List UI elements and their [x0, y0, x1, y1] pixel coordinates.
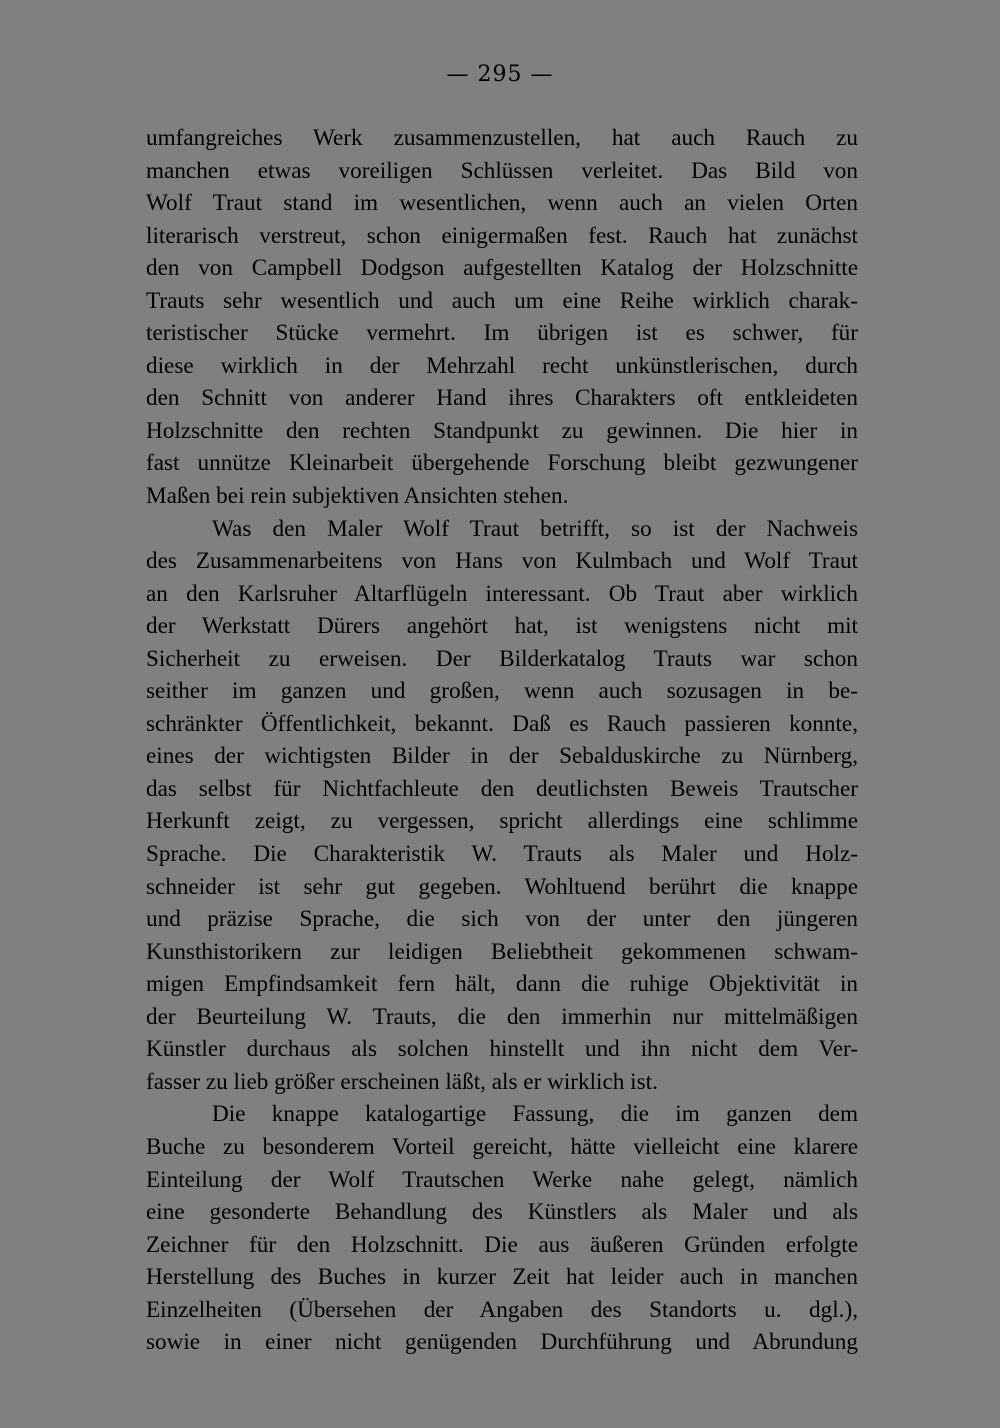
text-line: sowie in einer nicht genügenden Durchführung und Abrundung — [146, 1329, 858, 1356]
text-line: und präzise Sprache, die sich von der unter den jüngeren — [146, 906, 858, 933]
text-line: Kunsthistorikern zur leidigen Beliebtheit gekommenen schwam- — [146, 938, 858, 965]
paragraph — [146, 122, 858, 513]
text-line: migen Empfindsamkeit fern hält, dann die ruhige Objektivität in — [146, 971, 858, 998]
body-text — [146, 122, 858, 1359]
text-line: an den Karlsruher Altarflügeln interessant. Ob Traut aber wirklich — [146, 580, 858, 607]
text-line: der Werkstatt Dürers angehört hat, ist wenigstens nicht mit — [146, 613, 858, 640]
text-line: manchen etwas voreiligen Schlüssen verleitet. Das Bild von — [146, 157, 858, 184]
text-line: Herkunft zeigt, zu vergessen, spricht allerdings eine schlimme — [146, 808, 858, 835]
text-line: eines der wichtigsten Bilder in der Sebalduskirche zu Nürnberg, — [146, 743, 858, 770]
text-line: den Schnitt von anderer Hand ihres Charakters oft entkleideten — [146, 385, 858, 412]
text-line: Buche zu besonderem Vorteil gereicht, hätte vielleicht eine klarere — [146, 1133, 858, 1160]
text-line: Herstellung des Buches in kurzer Zeit hat leider auch in manchen — [146, 1264, 858, 1291]
text-line: Trauts sehr wesentlich und auch um eine Reihe wirklich charak- — [146, 287, 858, 314]
text-line: Wolf Traut stand im wesentlichen, wenn auch an vielen Orten — [146, 190, 858, 217]
text-line: Holzschnitte den rechten Standpunkt zu gewinnen. Die hier in — [146, 417, 858, 444]
text-line: des Zusammenarbeitens von Hans von Kulmbach und Wolf Traut — [146, 548, 858, 575]
text-line: fasser zu lieb größer erscheinen läßt, als er wirklich ist. — [146, 1068, 658, 1095]
text-line: Einteilung der Wolf Trautschen Werke nahe gelegt, nämlich — [146, 1166, 858, 1193]
page-number: — 295 — — [446, 62, 554, 87]
text-line: Einzelheiten (Übersehen der Angaben des Standorts u. dgl.), — [146, 1296, 858, 1323]
text-line: Sprache. Die Charakteristik W. Trauts als Maler und Holz- — [146, 841, 858, 868]
text-line: literarisch verstreut, schon einigermaßen fest. Rauch hat zunächst — [146, 222, 858, 249]
paragraph — [146, 513, 858, 1099]
text-line: Künstler durchaus als solchen hinstellt und ihn nicht dem Ver- — [146, 1036, 858, 1063]
text-line: Zeichner für den Holzschnitt. Die aus äußeren Gründen erfolgte — [146, 1231, 858, 1258]
paragraph — [146, 1098, 858, 1358]
text-line: der Beurteilung W. Trauts, die den immerhin nur mittelmäßigen — [146, 1003, 858, 1030]
text-line: den von Campbell Dodgson aufgestellten Katalog der Holzschnitte — [146, 255, 858, 282]
text-line: Was den Maler Wolf Traut betrifft, so ist der Nachweis — [212, 515, 858, 542]
text-line: seither im ganzen und großen, wenn auch sozusagen in be- — [146, 678, 858, 705]
text-line: Maßen bei rein subjektiven Ansichten stehen. — [146, 483, 569, 510]
text-line: umfangreiches Werk zusammenzustellen, hat auch Rauch zu — [146, 125, 858, 151]
text-line: schneider ist sehr gut gegeben. Wohltuend berührt die knappe — [146, 873, 858, 900]
text-line: teristischer Stücke vermehrt. Im übrigen ist es schwer, für — [146, 320, 858, 347]
text-line: diese wirklich in der Mehrzahl recht unkünstlerischen, durch — [146, 352, 858, 379]
text-line: schränkter Öffentlichkeit, bekannt. Daß es Rauch passieren konnte, — [146, 710, 858, 737]
text-line: Sicherheit zu erweisen. Der Bilderkatalog Trauts war schon — [146, 645, 858, 672]
text-line: fast unnütze Kleinarbeit übergehende Forschung bleibt gezwungener — [146, 450, 858, 477]
text-line: eine gesonderte Behandlung des Künstlers als Maler und als — [146, 1199, 858, 1226]
text-line: Die knappe katalogartige Fassung, die im ganzen dem — [212, 1101, 858, 1128]
text-line: das selbst für Nichtfachleute den deutlichsten Beweis Trautscher — [146, 775, 858, 802]
